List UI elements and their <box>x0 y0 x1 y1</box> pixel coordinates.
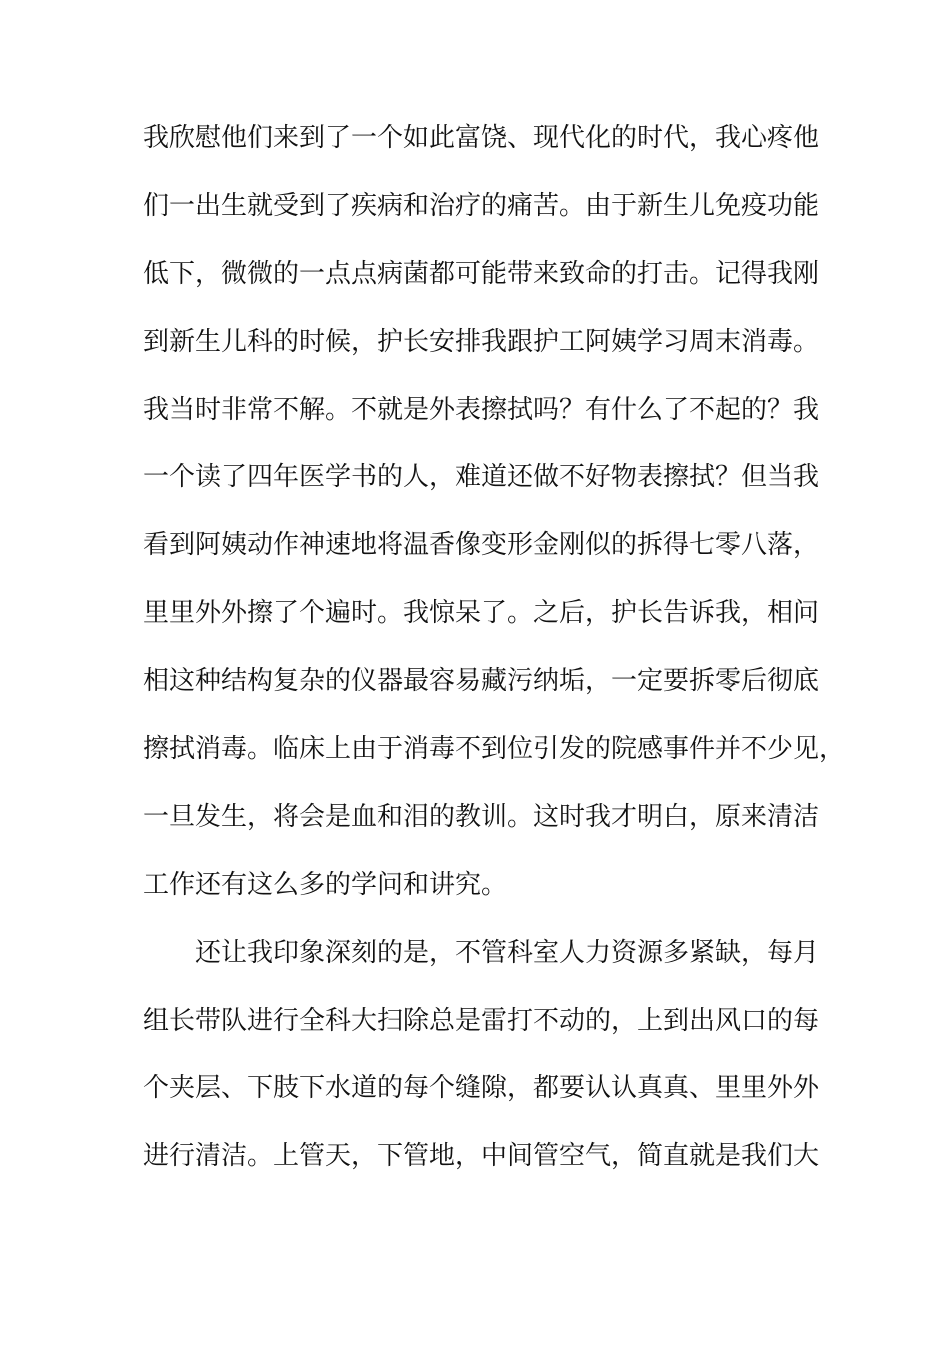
text-line: 个夹层、下肢下水道的每个缝隙，都要认认真真、里里外外 <box>143 1073 820 1104</box>
text-line: 一旦发生，将会是血和泪的教训。这时我才明白，原来清洁 <box>143 801 820 832</box>
text-line: 相这种结构复杂的仪器最容易藏污纳垢，一定要拆零后彻底 <box>143 666 820 697</box>
text-line: 们一出生就受到了疾病和治疗的痛苦。由于新生儿免疫功能 <box>143 190 820 221</box>
text-line: 到新生儿科的时候，护长安排我跟护工阿姨学习周末消毒。 <box>143 326 820 357</box>
text-line: 低下，微微的一点点病菌都可能带来致命的打击。记得我刚 <box>143 258 820 289</box>
text-line: 我当时非常不解。不就是外表擦拭吗？有什么了不起的？我 <box>143 394 820 425</box>
text-line: 擦拭消毒。临床上由于消毒不到位引发的院感事件并不少见， <box>143 734 846 765</box>
text-line: 里里外外擦了个遍时。我惊呆了。之后，护长告诉我，相问 <box>143 598 820 629</box>
paragraph-start-line: 还让我印象深刻的是，不管科室人力资源多紧缺，每月 <box>195 937 820 968</box>
text-line: 一个读了四年医学书的人，难道还做不好物表擦拭？但当我 <box>143 462 820 493</box>
text-line: 工作还有这么多的学问和讲究。 <box>143 869 508 900</box>
text-line: 我欣慰他们来到了一个如此富饶、现代化的时代，我心疼他 <box>143 123 820 153</box>
text-line: 看到阿姨动作神速地将温香像变形金刚似的拆得七零八落， <box>143 530 820 561</box>
body-text <box>143 116 846 1202</box>
text-line: 进行清洁。上管天，下管地，中间管空气，简直就是我们大 <box>143 1141 820 1172</box>
text-line: 组长带队进行全科大扫除总是雷打不动的，上到出风口的每 <box>143 1005 820 1036</box>
